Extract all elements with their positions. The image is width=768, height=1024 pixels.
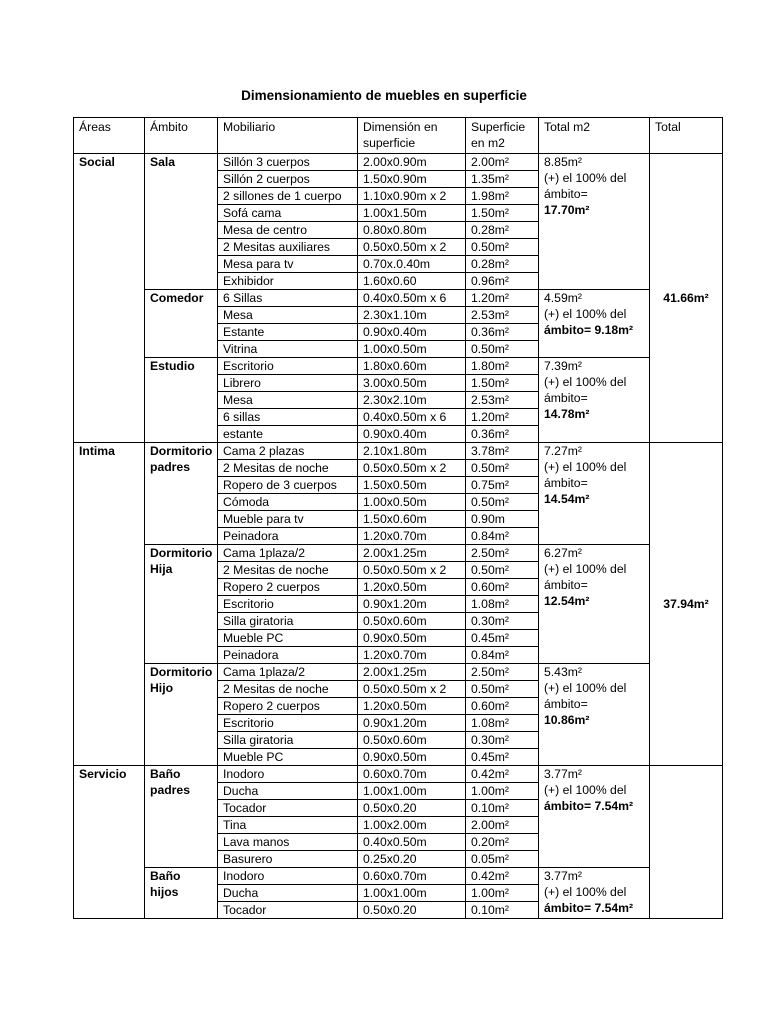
ambito-total-total-line1: 3.77m²	[544, 767, 582, 781]
ambito-total-total-line2: (+) el 100% del	[544, 885, 627, 899]
ambito-name: Comedor	[145, 290, 218, 358]
cell-dimension: 1.20x0.50m	[358, 698, 466, 715]
cell-mobiliario: Mueble PC	[218, 749, 358, 766]
ambito-name: Estudio	[145, 358, 218, 443]
cell-dimension: 1.50x0.50m	[358, 477, 466, 494]
ambito-total	[539, 154, 650, 290]
cell-superficie: 0.90m	[466, 511, 539, 528]
cell-mobiliario: Ropero 2 cuerpos	[218, 579, 358, 596]
cell-superficie: 0.50m²	[466, 341, 539, 358]
cell-mobiliario: Lava manos	[218, 834, 358, 851]
ambito-name: Dormitorio Hija	[145, 545, 218, 664]
cell-mobiliario: Silla giratoria	[218, 613, 358, 630]
cell-superficie: 0.45m²	[466, 630, 539, 647]
cell-mobiliario: Sofá cama	[218, 205, 358, 222]
cell-superficie: 1.35m²	[466, 171, 539, 188]
cell-mobiliario: Cómoda	[218, 494, 358, 511]
header-row	[74, 118, 723, 154]
cell-dimension: 1.60x0.60	[358, 273, 466, 290]
ambito-total	[539, 664, 650, 766]
cell-mobiliario: 6 Sillas	[218, 290, 358, 307]
cell-dimension: 0.50x0.60m	[358, 613, 466, 630]
ambito-total-total-line3: 14.78m²	[544, 407, 590, 421]
cell-mobiliario: Mesa de centro	[218, 222, 358, 239]
cell-mobiliario: Sillón 2 cuerpos	[218, 171, 358, 188]
area-total: 41.66m²	[650, 154, 723, 443]
cell-dimension: 0.50x0.50m x 2	[358, 239, 466, 256]
ambito-total-total-line3: ámbito= 9.18m²	[544, 323, 634, 337]
cell-superficie: 2.50m²	[466, 664, 539, 681]
cell-dimension: 0.50x0.50m x 2	[358, 562, 466, 579]
table-row	[74, 443, 723, 460]
cell-superficie: 0.20m²	[466, 834, 539, 851]
header-total: Total	[650, 118, 723, 154]
cell-mobiliario: Sillón 3 cuerpos	[218, 154, 358, 171]
ambito-total	[539, 443, 650, 545]
table-row	[74, 358, 723, 375]
cell-mobiliario: Ropero 2 cuerpos	[218, 698, 358, 715]
cell-dimension: 3.00x0.50m	[358, 375, 466, 392]
table-body	[74, 154, 723, 919]
cell-superficie: 0.45m²	[466, 749, 539, 766]
area-name: Servicio	[74, 766, 145, 919]
cell-superficie: 2.50m²	[466, 545, 539, 562]
table-row	[74, 290, 723, 307]
ambito-name: Dormitorio padres	[145, 443, 218, 545]
ambito-total-total-line1: 6.27m²	[544, 546, 582, 560]
cell-dimension: 1.00x1.50m	[358, 205, 466, 222]
cell-mobiliario: Tina	[218, 817, 358, 834]
cell-superficie: 1.50m²	[466, 205, 539, 222]
ambito-name: Sala	[145, 154, 218, 290]
cell-dimension: 1.00x0.50m	[358, 494, 466, 511]
ambito-name: Baño hijos	[145, 868, 218, 919]
cell-dimension: 0.25x0.20	[358, 851, 466, 868]
cell-superficie: 0.30m²	[466, 613, 539, 630]
cell-mobiliario: 2 Mesitas de noche	[218, 460, 358, 477]
ambito-total-total-line1: 7.39m²	[544, 359, 582, 373]
cell-mobiliario: Escritorio	[218, 358, 358, 375]
cell-superficie: 0.84m²	[466, 528, 539, 545]
cell-superficie: 0.50m²	[466, 460, 539, 477]
cell-dimension: 0.90x1.20m	[358, 715, 466, 732]
cell-superficie: 2.53m²	[466, 307, 539, 324]
cell-dimension: 1.20x0.50m	[358, 579, 466, 596]
cell-dimension: 2.00x0.90m	[358, 154, 466, 171]
cell-mobiliario: Cama 1plaza/2	[218, 545, 358, 562]
cell-dimension: 2.00x1.25m	[358, 664, 466, 681]
cell-superficie: 0.50m²	[466, 681, 539, 698]
cell-mobiliario: Escritorio	[218, 596, 358, 613]
cell-dimension: 0.50x0.60m	[358, 732, 466, 749]
ambito-total-total-line3: 12.54m²	[544, 594, 590, 608]
ambito-total-total-line1: 8.85m²	[544, 155, 582, 169]
cell-dimension: 0.60x0.70m	[358, 868, 466, 885]
cell-dimension: 1.50x0.60m	[358, 511, 466, 528]
header-mobiliario: Mobiliario	[218, 118, 358, 154]
cell-superficie: 2.00m²	[466, 817, 539, 834]
cell-superficie: 0.36m²	[466, 324, 539, 341]
cell-dimension: 0.50x0.50m x 2	[358, 681, 466, 698]
cell-superficie: 0.28m²	[466, 222, 539, 239]
table-row	[74, 545, 723, 562]
cell-superficie: 0.28m²	[466, 256, 539, 273]
cell-superficie: 1.00m²	[466, 783, 539, 800]
cell-dimension: 1.20x0.70m	[358, 647, 466, 664]
table-row	[74, 664, 723, 681]
cell-dimension: 0.90x0.40m	[358, 324, 466, 341]
ambito-total-total-line1: 4.59m²	[544, 291, 582, 305]
cell-mobiliario: Estante	[218, 324, 358, 341]
cell-superficie: 1.50m²	[466, 375, 539, 392]
cell-dimension: 0.40x0.50m x 6	[358, 290, 466, 307]
cell-mobiliario: Silla giratoria	[218, 732, 358, 749]
cell-mobiliario: estante	[218, 426, 358, 443]
ambito-total-total-line2: (+) el 100% del ámbito=	[544, 460, 627, 490]
cell-superficie: 2.00m²	[466, 154, 539, 171]
cell-dimension: 1.20x0.70m	[358, 528, 466, 545]
cell-dimension: 2.10x1.80m	[358, 443, 466, 460]
cell-mobiliario: Peinadora	[218, 528, 358, 545]
ambito-name: Dormitorio Hijo	[145, 664, 218, 766]
cell-superficie: 1.08m²	[466, 596, 539, 613]
cell-dimension: 0.40x0.50m x 6	[358, 409, 466, 426]
area-total	[650, 766, 723, 919]
cell-superficie: 2.53m²	[466, 392, 539, 409]
cell-mobiliario: Tocador	[218, 902, 358, 919]
cell-dimension: 2.30x2.10m	[358, 392, 466, 409]
cell-superficie: 0.42m²	[466, 766, 539, 783]
cell-mobiliario: 2 Mesitas de noche	[218, 681, 358, 698]
cell-superficie: 0.84m²	[466, 647, 539, 664]
area-name: Intima	[74, 443, 145, 766]
cell-mobiliario: Peinadora	[218, 647, 358, 664]
cell-dimension: 0.70x.0.40m	[358, 256, 466, 273]
cell-mobiliario: Mesa	[218, 307, 358, 324]
cell-mobiliario: Mesa para tv	[218, 256, 358, 273]
cell-dimension: 0.40x0.50m	[358, 834, 466, 851]
cell-dimension: 0.90x0.40m	[358, 426, 466, 443]
cell-mobiliario: Cama 1plaza/2	[218, 664, 358, 681]
ambito-total-total-line1: 5.43m²	[544, 665, 582, 679]
cell-mobiliario: Tocador	[218, 800, 358, 817]
ambito-total	[539, 545, 650, 664]
ambito-total	[539, 290, 650, 358]
cell-superficie: 1.80m²	[466, 358, 539, 375]
cell-superficie: 1.00m²	[466, 885, 539, 902]
cell-mobiliario: Ropero de 3 cuerpos	[218, 477, 358, 494]
cell-superficie: 0.50m²	[466, 562, 539, 579]
table-row	[74, 766, 723, 783]
ambito-total-total-line3: ámbito= 7.54m²	[544, 799, 634, 813]
cell-mobiliario: Vitrina	[218, 341, 358, 358]
cell-dimension: 1.00x2.00m	[358, 817, 466, 834]
cell-mobiliario: Mesa	[218, 392, 358, 409]
cell-dimension: 0.80x0.80m	[358, 222, 466, 239]
cell-superficie: 0.05m²	[466, 851, 539, 868]
cell-dimension: 0.60x0.70m	[358, 766, 466, 783]
cell-mobiliario: Inodoro	[218, 766, 358, 783]
cell-superficie: 3.78m²	[466, 443, 539, 460]
cell-superficie: 1.20m²	[466, 290, 539, 307]
ambito-total-total-line2: (+) el 100% del ámbito=	[544, 375, 627, 405]
ambito-total-total-line1: 7.27m²	[544, 444, 582, 458]
header-total-m2: Total m2	[539, 118, 650, 154]
cell-mobiliario: Ducha	[218, 783, 358, 800]
ambito-total	[539, 358, 650, 443]
table-row	[74, 154, 723, 171]
cell-superficie: 0.10m²	[466, 902, 539, 919]
table-row	[74, 868, 723, 885]
page-title: Dimensionamiento de muebles en superficie	[241, 88, 527, 103]
cell-mobiliario: Ducha	[218, 885, 358, 902]
ambito-total	[539, 868, 650, 919]
cell-superficie: 0.42m²	[466, 868, 539, 885]
area-name: Social	[74, 154, 145, 443]
cell-dimension: 0.90x0.50m	[358, 749, 466, 766]
cell-dimension: 2.00x1.25m	[358, 545, 466, 562]
cell-superficie: 0.30m²	[466, 732, 539, 749]
cell-mobiliario: Mueble PC	[218, 630, 358, 647]
ambito-total-total-line2: (+) el 100% del ámbito=	[544, 171, 627, 201]
ambito-total-total-line2: (+) el 100% del	[544, 783, 627, 797]
ambito-total-total-line3: 17.70m²	[544, 203, 590, 217]
cell-dimension: 0.50x0.20	[358, 800, 466, 817]
cell-superficie: 0.50m²	[466, 239, 539, 256]
ambito-total-total-line2: (+) el 100% del ámbito=	[544, 562, 627, 592]
ambito-total-total-line3: ámbito= 7.54m²	[544, 901, 634, 915]
cell-dimension: 1.10x0.90m x 2	[358, 188, 466, 205]
cell-dimension: 0.50x0.20	[358, 902, 466, 919]
ambito-name: Baño padres	[145, 766, 218, 868]
cell-dimension: 1.50x0.90m	[358, 171, 466, 188]
cell-dimension: 2.30x1.10m	[358, 307, 466, 324]
cell-superficie: 0.36m²	[466, 426, 539, 443]
ambito-total-total-line3: 10.86m²	[544, 713, 590, 727]
cell-dimension: 1.80x0.60m	[358, 358, 466, 375]
cell-dimension: 0.90x0.50m	[358, 630, 466, 647]
cell-superficie: 0.60m²	[466, 579, 539, 596]
ambito-total-total-line1: 3.77m²	[544, 869, 582, 883]
cell-mobiliario: 6 sillas	[218, 409, 358, 426]
cell-superficie: 0.75m²	[466, 477, 539, 494]
cell-dimension: 1.00x0.50m	[358, 341, 466, 358]
cell-mobiliario: Cama 2 plazas	[218, 443, 358, 460]
cell-mobiliario: Mueble para tv	[218, 511, 358, 528]
cell-mobiliario: 2 Mesitas auxiliares	[218, 239, 358, 256]
cell-superficie: 0.50m²	[466, 494, 539, 511]
cell-dimension: 0.50x0.50m x 2	[358, 460, 466, 477]
cell-dimension: 1.00x1.00m	[358, 885, 466, 902]
cell-superficie: 0.10m²	[466, 800, 539, 817]
cell-mobiliario: Basurero	[218, 851, 358, 868]
cell-mobiliario: Exhibidor	[218, 273, 358, 290]
cell-dimension: 1.00x1.00m	[358, 783, 466, 800]
cell-mobiliario: Librero	[218, 375, 358, 392]
ambito-total-total-line3: 14.54m²	[544, 492, 590, 506]
cell-dimension: 0.90x1.20m	[358, 596, 466, 613]
ambito-total	[539, 766, 650, 868]
cell-superficie: 0.60m²	[466, 698, 539, 715]
cell-mobiliario: 2 sillones de 1 cuerpo	[218, 188, 358, 205]
furniture-table	[73, 117, 723, 919]
cell-mobiliario: Escritorio	[218, 715, 358, 732]
cell-superficie: 1.08m²	[466, 715, 539, 732]
cell-mobiliario: Inodoro	[218, 868, 358, 885]
header-areas: Áreas	[74, 118, 145, 154]
cell-superficie: 0.96m²	[466, 273, 539, 290]
area-total: 37.94m²	[650, 443, 723, 766]
ambito-total-total-line2: (+) el 100% del	[544, 307, 627, 321]
header-ambito: Ámbito	[145, 118, 218, 154]
cell-mobiliario: 2 Mesitas de noche	[218, 562, 358, 579]
cell-superficie: 1.20m²	[466, 409, 539, 426]
ambito-total-total-line2: (+) el 100% del ámbito=	[544, 681, 627, 711]
cell-superficie: 1.98m²	[466, 188, 539, 205]
header-dimension: Dimensión en superficie	[358, 118, 466, 154]
header-superficie: Superficie en m2	[466, 118, 539, 154]
